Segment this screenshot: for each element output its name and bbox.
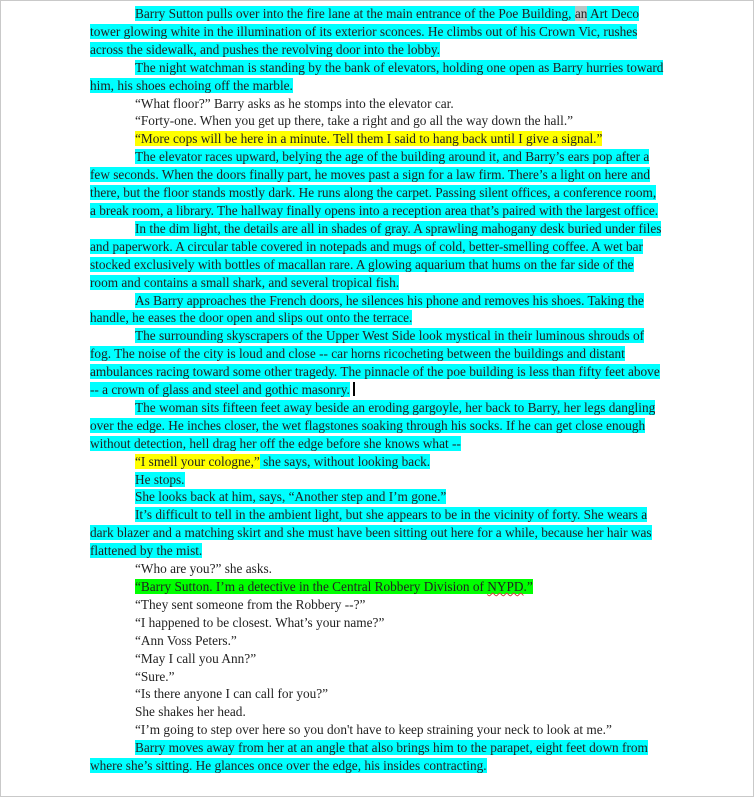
highlight-cyan: In the dim light, the details are all in shades of gray. A sprawling mahogany desk buried under files and paperwork. A circular table covered in notepads and mugs of cold, better-smelling coffee. A wet bar stocked exclusively with bottles of macallan rare. A glowing aquarium that hums on the far side of the room and contains a small shark, and several tropical fish. — [90, 220, 662, 290]
highlight-cyan: He stops. — [135, 471, 185, 487]
dialogue-text: “Forty-one. When you get up there, take a right and go all the way down the hall.” — [135, 113, 574, 129]
spellcheck-word[interactable]: NYPD — [487, 579, 524, 594]
paragraph — [90, 488, 664, 506]
dialogue-text: .” — [523, 579, 533, 594]
dialogue-text: “Ann Voss Peters.” — [135, 632, 237, 648]
paragraph — [90, 95, 664, 113]
paragraph — [90, 5, 664, 59]
highlight-cyan: The elevator races upward, belying the age of the building around it, and Barry’s ears pop after a few seconds. When the doors finally part, he moves past a sign for a law firm. There’s a light on here and there, but the floor stands mostly dark. He runs along the carpet. Passing silent offices, a conference room, a break room, a library. The hallway finally opens into a reception area that’s paired with the largest office. — [90, 149, 659, 218]
dialogue-text: “I happened to be closest. What’s your name?” — [135, 614, 385, 630]
highlight-cyan: The surrounding skyscrapers of the Upper West Side look mystical in their luminous shrouds of fog. The noise of the city is loud and close -- car horns ricocheting between the buildings and distant ambulances racing toward some other tragedy. The pinnacle of the poe building is less than fifty feet above -- a crown of glass and steel and gothic masonry. — [90, 328, 660, 398]
paragraph — [90, 59, 664, 95]
paragraph — [90, 399, 664, 453]
dialogue-text: “Barry Sutton. I’m a detective in the Central Robbery Division of — [135, 579, 488, 594]
paragraph — [90, 220, 664, 292]
highlight-green — [135, 579, 533, 594]
document-body[interactable] — [90, 5, 664, 775]
paragraph — [90, 292, 664, 328]
dialogue-text: “What floor?” Barry asks as he stomps into the elevator car. — [135, 95, 454, 111]
paragraph — [90, 130, 664, 148]
highlight-cyan: Art Deco tower glowing white in the illumination of its exterior sconces. He climbs out of his Crown Vic, rushes across the sidewalk, and pushes the revolving door into the lobby. — [90, 6, 640, 57]
highlight-cyan: Barry moves away from her at an angle that also brings him to the parapet, eight feet down from where she’s sitting. He glances once over the edge, his insides contracting. — [90, 740, 648, 774]
paragraph — [90, 453, 664, 471]
paragraph — [90, 471, 664, 489]
highlight-cyan: She looks back at him, says, “Another step and I’m gone.” — [135, 489, 447, 505]
highlight-yellow: “I smell your cologne,” — [135, 453, 260, 469]
dialogue-text: “Sure.” — [135, 668, 175, 684]
text-cursor — [353, 382, 355, 396]
paragraph — [90, 632, 664, 650]
dialogue-text: “May I call you Ann?” — [135, 650, 257, 666]
dialogue-text: “I’m going to step over here so you don't have to keep straining your neck to look at me.” — [135, 722, 612, 738]
highlight-cyan: It’s difficult to tell in the ambient light, but she appears to be in the vicinity of forty. She wears a dark blazer and a matching skirt and she must have been sitting out here for a while, because her hair was flattened by the mist. — [90, 507, 652, 559]
dialogue-text: “They sent someone from the Robbery --?” — [135, 596, 366, 612]
paragraph — [90, 685, 664, 703]
paragraph — [90, 721, 664, 739]
paragraph — [90, 703, 664, 721]
highlight-cyan: The night watchman is standing by the bank of elevators, holding one open as Barry hurries toward him, his shoes echoing off the marble. — [90, 59, 664, 93]
highlight-cyan: Barry Sutton pulls over into the fire lane at the main entrance of the Poe Building, — [135, 6, 575, 21]
paragraph — [90, 739, 664, 775]
paragraph — [90, 668, 664, 686]
dialogue-text: She shakes her head. — [135, 704, 246, 720]
paragraph — [90, 578, 664, 596]
paragraph — [90, 596, 664, 614]
paragraph — [90, 560, 664, 578]
paragraph — [90, 506, 664, 560]
dialogue-text: “Is there anyone I can call for you?” — [135, 686, 329, 702]
paragraph — [90, 148, 664, 220]
paragraph — [90, 327, 664, 399]
highlight-gray: an — [574, 6, 588, 21]
highlight-yellow: “More cops will be here in a minute. Tell them I said to hang back until I give a signal.” — [135, 131, 603, 147]
paragraph — [90, 614, 664, 632]
highlight-cyan: The woman sits fifteen feet away beside an eroding gargoyle, her back to Barry, her legs dangling over the edge. He inches closer, the wet flagstones soaking through his socks. If he can get close enough without detection, hell drag her off the edge before she knows what -- — [90, 399, 656, 451]
paragraph — [90, 650, 664, 668]
highlight-cyan: As Barry approaches the French doors, he silences his phone and removes his shoes. Taking the handle, he eases the door open and slips out onto the terrace. — [90, 292, 644, 326]
highlight-cyan: she says, without looking back. — [259, 453, 431, 469]
dialogue-text: “Who are you?” she asks. — [135, 561, 272, 577]
paragraph — [90, 112, 664, 130]
